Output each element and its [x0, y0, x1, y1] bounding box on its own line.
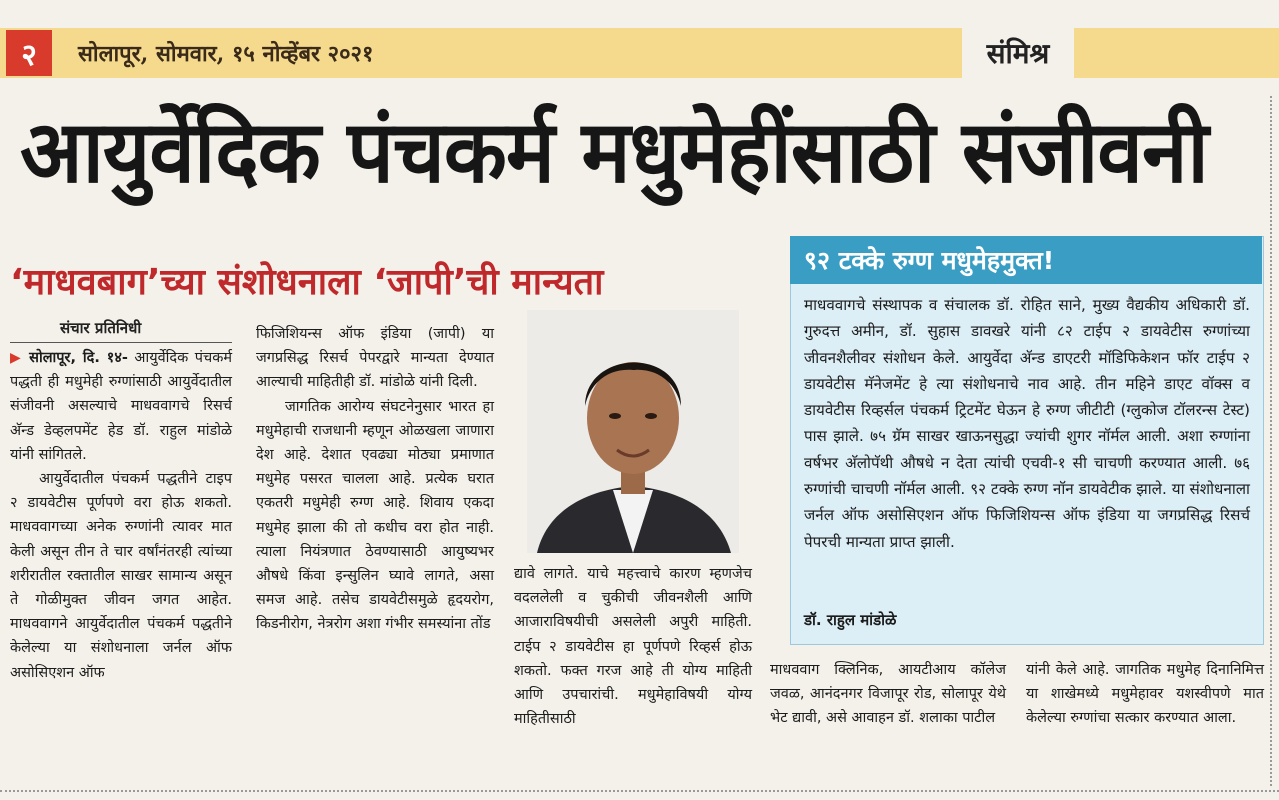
bottom-dotted-rule: [0, 790, 1279, 792]
play-arrow-icon: ▶: [10, 350, 23, 366]
article-column-5: [1026, 658, 1264, 731]
right-dotted-rule: [1270, 96, 1272, 786]
column-1-para-1: [10, 346, 232, 467]
byline: संचार प्रतिनिधी: [60, 319, 142, 337]
article-column-1: [10, 346, 232, 685]
subheadline: ‘माधवबाग’च्या संशोधनाला ‘जापी’ची मान्यता: [10, 262, 604, 303]
column-2-para-1: फिजिशियन्स ऑफ इंडिया (जापी) या जगप्रसिद्ध रिसर्च पेपरद्वारे मान्यता देण्यात आल्याची माहितीही डॉ. मांडोळे यांनी दिली.: [256, 326, 494, 391]
author-photo: [527, 310, 739, 553]
portrait-image: [527, 310, 739, 553]
article-column-3: [514, 562, 752, 731]
sidebar-text: माधववागचे संस्थापक व संचालक डॉ. रोहित साने, मुख्य वैद्यकीय अधिकारी डॉ. गुरुदत्त अमीन, डॉ. सुहास डावखरे यांनी ८२ टाईप २ डायवेटीस रुग्णांच्या जीवनशैलीवर संशोधन केले. आयुर्वेदा अ‍ॅन्ड डाएटरी मॉडिफिकेशन फॉर टाईप २ डायवेटीस मॅनेजमेंट हे त्या संशोधनाचे नाव आहे. तीन महिने डाएट वॉक्स व डायवेटीस रिव्हर्सल पंचकर्म ट्रिटमेंट घेऊन हे रुग्ण जीटीटी (ग्लुकोज टॉलरन्स टेस्ट) पास झाले. ७५ ग्रॅम साखर खाऊनसुद्धा ज्यांची शुगर नॉर्मल आली. अशा रुग्णांना वर्षभर अ‍ॅलोपॅथी औषधे न देता त्यांची एचवी-१ सी चाचणी करण्यात आली. ७६ रुग्णांची चाचणी नॉर्मल आली. ९२ टक्के रुग्ण नॉन डायवेटीक झाले. या संशोधनाला जर्नल ऑफ असोसिएशन ऑफ फिजिशियन्स ऑफ इंडिया या जगप्रसिद्ध रिसर्च पेपरची मान्यता प्राप्त झाली.: [804, 296, 1250, 551]
byline-rule: [10, 342, 232, 343]
article-column-4: [770, 658, 1006, 731]
column-1-para-2: आयुर्वेदातील पंचकर्म पद्धतीने टाइप २ डायवेटीस पूर्णपणे वरा होऊ शकतो. माधववागच्या अनेक रुग्णांनी त्यावर मात केली असून तीन ते चार वर्षांनंतरही त्यांच्या शरीरातील रक्तातील साखर सामान्य असून ते गोळीमुक्त जीवन जगत आहेत. माधववागने आयुर्वेदातील पंचकर्म पद्धतीने केलेल्या या संशोधनाला जर्नल ऑफ असोसिएशन ऑफ: [10, 471, 232, 681]
header-dateline: सोलापूर, सोमवार, १५ नोव्हेंबर २०२१: [78, 41, 374, 67]
column-4-para-1: माधववाग क्लिनिक, आयटीआय कॉलेज जवळ, आनंदनगर विजापूर रोड, सोलापूर येथे भेट द्यावी, असे आवाहन डॉ. शलाका पाटील: [770, 662, 1006, 727]
article-column-2: [256, 322, 494, 637]
column-5-para-1: यांनी केले आहे. जागतिक मधुमेह दिनानिमित्त या शाखेमध्ये मधुमेहावर यशस्वीपणे मात केलेल्या रुग्णांचा सत्कार करण्यात आला.: [1026, 662, 1264, 727]
story-dateline: सोलापूर, दि. १४-: [29, 350, 128, 366]
headline: आयुर्वेदिक पंचकर्म मधुमेहींसाठी संजीवनी: [20, 102, 1208, 203]
sidebar-title: ९२ टक्के रुग्ण मधुमेहमुक्त!: [790, 236, 1262, 284]
column-2-para-2: जागतिक आरोग्य संघटनेनुसार भारत हा मधुमेहाची राजधानी म्हणून ओळखला जाणारा देश आहे. देशात एवढ्या मोठ्या प्रमाणात मधुमेह पसरत चालला आहे. प्रत्येक घरात एकतरी मधुमेही रुग्ण आहे. शिवाय एकदा मधुमेह झाला की तो कधीच वरा होत नाही. त्याला नियंत्रणात ठेवण्यासाठी आयुष्यभर औषधे किंवा इन्सुलिन घ्यावे लागते, असा समज आहे. तसेच डायवेटीसमुळे हृदयरोग, किडनीरोग, नेत्ररोग अशा गंभीर समस्यांना तोंड: [256, 398, 494, 633]
sidebar-signature: डॉ. राहुल मांडोळे: [804, 611, 897, 629]
column-3-para-1: द्यावे लागते. याचे महत्त्वाचे कारण म्हणजेच वदललेली व चुकीची जीवनशैली आणि आजाराविषयीची असलेली अपुरी माहिती. टाईप २ डायवेटीस हा पूर्णपणे रिव्हर्स होऊ शकतो. फक्त गरज आहे ती योग्य माहिती आणि उपचारांची. मधुमेहाविषयी योग्य माहितीसाठी: [514, 566, 752, 728]
section-label: संमिश्र: [962, 28, 1074, 78]
page-number: २: [6, 30, 52, 76]
column-1-text-1: आयुर्वेदिक पंचकर्म पद्धती ही मधुमेही रुग्णांसाठी आयुर्वेदातील संजीवनी असल्याचे माधववागचे रिसर्च अ‍ॅन्ड डेव्हलपमेंट हेड डॉ. राहुल मांडोळे यांनी सांगितले.: [10, 350, 232, 463]
